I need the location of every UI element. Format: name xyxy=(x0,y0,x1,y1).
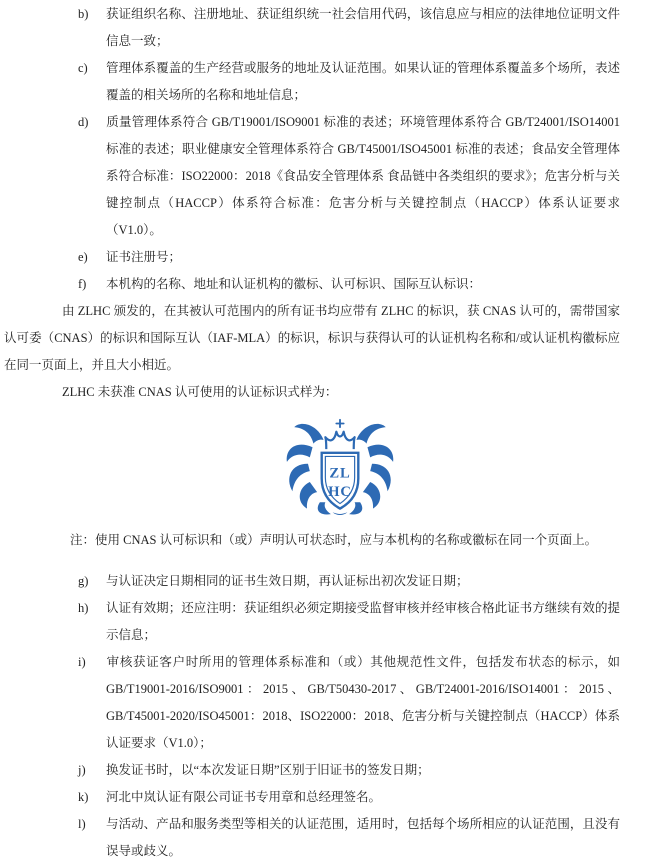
note-line: 注：使用 CNAS 认可标识和（或）声明认可状态时，应与本机构的名称或徽标在同一个页面上。 xyxy=(70,533,598,547)
item-label: e) xyxy=(78,250,88,264)
list-item-f xyxy=(0,271,620,298)
item-label: j) xyxy=(78,763,86,777)
list-item-j xyxy=(0,757,620,784)
item-text: 获证组织名称、注册地址、获证组织统一社会信用代码，该信息应与相应的法律地位证明文件信息一致； xyxy=(106,7,620,48)
list-item-d xyxy=(0,109,620,244)
item-label: h) xyxy=(78,601,89,615)
item-text: 认证有效期；还应注明：获证组织必须定期接受监督审核并经审核合格此证书方继续有效的提示信息； xyxy=(106,601,620,642)
item-text: 与认证决定日期相同的证书生效日期，再认证标出初次发证日期； xyxy=(106,574,469,588)
item-label: l) xyxy=(78,817,86,831)
item-text: 管理体系覆盖的生产经营或服务的地址及认证范围。如果认证的管理体系覆盖多个场所，表述覆盖的相关场所的名称和地址信息； xyxy=(106,61,620,102)
item-label: k) xyxy=(78,790,89,804)
emblem-text-line2: HC xyxy=(327,483,352,500)
list-item-l xyxy=(0,811,620,865)
item-text: 与活动、产品和服务类型等相关的认证范围，适用时，包括每个场所相应的认证范围，且没有误导或歧义。 xyxy=(106,817,620,858)
item-label: c) xyxy=(78,61,88,75)
emblem-text-line1: ZL xyxy=(328,465,351,482)
list-item-g xyxy=(0,568,620,595)
bottom-leaf xyxy=(332,512,347,515)
cross-icon xyxy=(336,420,343,427)
logo-row xyxy=(0,418,651,515)
zlhc-emblem-logo xyxy=(285,418,395,515)
item-label: g) xyxy=(78,574,89,588)
list-group-2 xyxy=(0,568,651,865)
item-text: 河北中岚认证有限公司证书专用章和总经理签名。 xyxy=(106,790,382,804)
crown-icon xyxy=(325,432,354,449)
item-text: 换发证书时，以“本次发证日期”区别于旧证书的签发日期； xyxy=(106,763,430,777)
item-label: i) xyxy=(78,655,86,669)
list-item-c xyxy=(0,55,620,109)
item-label: d) xyxy=(78,115,89,129)
paragraph-mark-intro: ZLHC 未获准 CNAS 认可使用的认证标识式样为： xyxy=(62,385,338,399)
list-item-e xyxy=(0,244,620,271)
item-text: 审核获证客户时所用的管理体系标准和（或）其他规范性文件，包括发布状态的标示，如 GB/T19001-2016/ISO9001：2015、GB/T50430-2017、GB/T24001-2016/ISO14001：2015、GB/T45001-2020/ISO45001：2018、ISO22000：2018、危害分析与关键控制点（HACCP）体系认证要求（V1.0）； xyxy=(106,655,620,750)
item-label: b) xyxy=(78,7,89,21)
item-text: 本机构的名称、地址和认证机构的徽标、认可标识、国际互认标识： xyxy=(106,277,482,291)
item-text: 质量管理体系符合 GB/T19001/ISO9001 标准的表述；环境管理体系符合 GB/T24001/ISO14001 标准的表述；职业健康安全管理体系符合 GB/T45001/ISO45001 标准的表述；食品安全管理体系符合标准：ISO22000：2018《食品安全管理体系 食品链中各类组织的要求》；危害分析与关键控制点（HACCP）体系符合标准：危害分析与关键控制点（HACCP）体系认证要求（V1.0）。 xyxy=(106,115,620,237)
item-label: f) xyxy=(78,277,87,291)
paragraph-accreditation-marks: 由 ZLHC 颁发的，在其被认可范围内的所有证书均应带有 ZLHC 的标识，获 CNAS 认可的，需带国家认可委（CNAS）的标识和国际互认（IAF-MLA）的标识，标识与获得认可的认证机构名称和/或认证机构徽标应在同一页面上，并且大小相近。 xyxy=(4,304,620,372)
item-text: 证书注册号； xyxy=(106,250,182,264)
list-item-b xyxy=(0,1,620,55)
list-item-i xyxy=(0,649,620,757)
list-item-h xyxy=(0,595,620,649)
list-item-k xyxy=(0,784,620,811)
